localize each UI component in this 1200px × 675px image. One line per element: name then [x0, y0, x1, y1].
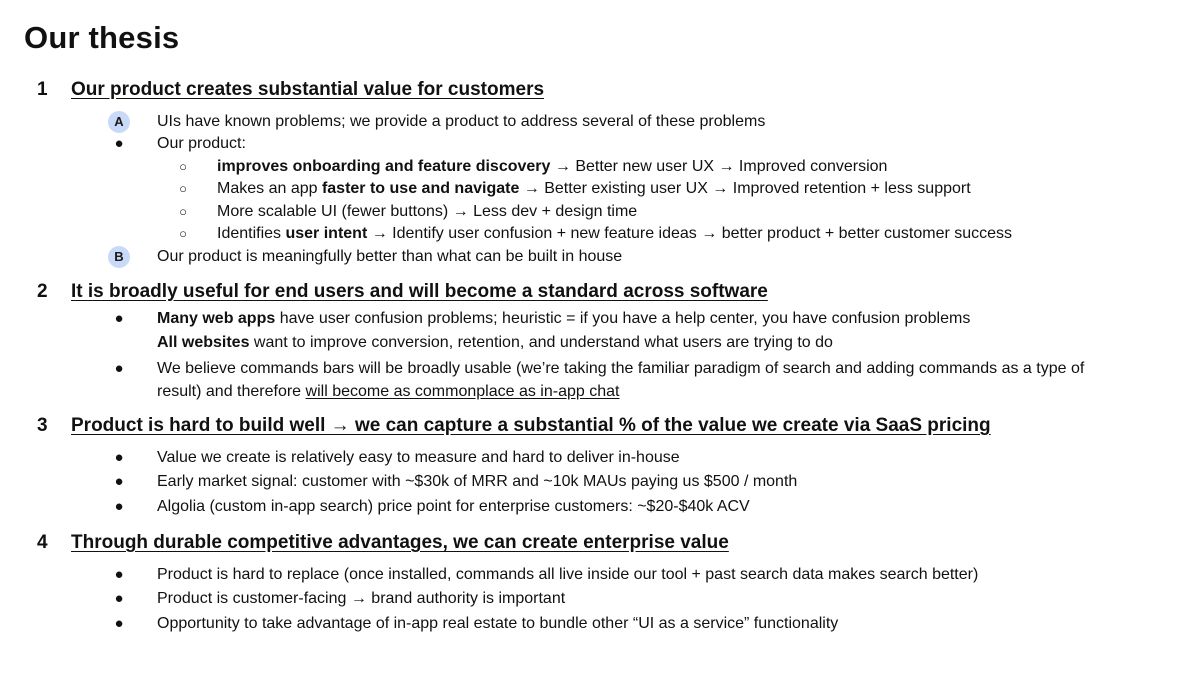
- list-item: [0, 200, 1200, 224]
- bullet-icon: ●: [114, 135, 124, 152]
- item-text: Algolia (custom in-app search) price point for enterprise customers: ~$20-$40k ACV: [157, 498, 750, 515]
- item-pre-text: Makes an app: [217, 180, 322, 197]
- item-pre-text: result) and therefore: [157, 383, 306, 400]
- list-item: [0, 222, 1200, 246]
- list-item: [0, 110, 1200, 134]
- item-rest-text: → Identify user confusion + new feature ideas → better product + better customer success: [367, 225, 1013, 242]
- item-text: Opportunity to take advantage of in-app real estate to bundle other “UI as a service” functionality: [157, 615, 839, 632]
- item-text: Product is customer-facing → brand authority is important: [157, 590, 566, 607]
- letter-badge: B: [108, 246, 130, 268]
- section-1-heading: [0, 75, 1200, 105]
- item-bold-text: All websites: [157, 334, 250, 351]
- sub-bullet-icon: ○: [179, 159, 187, 174]
- section-2-heading: [0, 277, 1200, 307]
- list-item: [0, 612, 1200, 636]
- section-title: Our product creates substantial value for customers: [71, 79, 545, 100]
- item-text: [157, 331, 833, 355]
- bullet-icon: ●: [114, 360, 124, 377]
- item-underlined-text: will become as commonplace as in-app chat: [305, 383, 620, 400]
- list-item: [0, 563, 1200, 587]
- sub-bullet-icon: ○: [179, 181, 187, 196]
- item-pre-text: Identifies: [217, 225, 286, 242]
- list-item: [0, 132, 1200, 156]
- list-item-continuation: [0, 380, 1200, 404]
- section-4-heading: [0, 528, 1200, 558]
- section-number: 2: [37, 281, 48, 302]
- list-item: [0, 587, 1200, 611]
- bullet-icon: ●: [114, 566, 124, 583]
- item-text: [217, 222, 1012, 246]
- page-title: Our thesis: [24, 20, 180, 55]
- section-title: It is broadly useful for end users and will become a standard across software: [71, 281, 768, 302]
- section-number: 4: [37, 532, 48, 553]
- list-item: [0, 245, 1200, 269]
- section-number: 3: [37, 415, 48, 436]
- list-item: [0, 470, 1200, 494]
- item-rest-text: → Better new user UX → Improved conversion: [550, 158, 888, 175]
- list-item: [0, 446, 1200, 470]
- item-rest-text: have user confusion problems; heuristic = if you have a help center, you have confusion problems: [275, 310, 971, 327]
- item-rest-text: want to improve conversion, retention, and understand what users are trying to do: [249, 334, 833, 351]
- list-item: [0, 331, 1200, 355]
- item-text: Our product is meaningfully better than what can be built in house: [157, 248, 623, 265]
- list-item: [0, 357, 1200, 381]
- section-title: Through durable competitive advantages, we can create enterprise value: [71, 532, 729, 553]
- item-bold-text: Many web apps: [157, 310, 276, 327]
- item-text: We believe commands bars will be broadly usable (we’re taking the familiar paradigm of search and adding commands as a type of: [157, 360, 1085, 377]
- section-title: Product is hard to build well → we can capture a substantial % of the value we create via SaaS pricing: [71, 415, 991, 436]
- letter-badge: A: [108, 111, 130, 133]
- item-text: [217, 177, 971, 201]
- item-text: Value we create is relatively easy to measure and hard to deliver in-house: [157, 449, 680, 466]
- item-text: Early market signal: customer with ~$30k of MRR and ~10k MAUs paying us $500 / month: [157, 473, 798, 490]
- bullet-icon: ●: [114, 449, 124, 466]
- bullet-icon: ●: [114, 498, 124, 515]
- sub-bullet-icon: ○: [179, 204, 187, 219]
- bullet-icon: ●: [114, 473, 124, 490]
- item-text: Our product:: [157, 135, 246, 152]
- section-3-heading: [0, 411, 1200, 441]
- bullet-icon: ●: [114, 590, 124, 607]
- item-bold-text: user intent: [285, 225, 368, 242]
- item-text: [157, 380, 619, 404]
- item-bold-text: improves onboarding and feature discovery: [217, 158, 551, 175]
- list-item: [0, 495, 1200, 519]
- sub-bullet-icon: ○: [179, 226, 187, 241]
- section-number: 1: [37, 79, 48, 100]
- item-text: UIs have known problems; we provide a product to address several of these problems: [157, 113, 766, 130]
- item-bold-text: faster to use and navigate: [321, 180, 520, 197]
- item-text: More scalable UI (fewer buttons) → Less dev + design time: [217, 203, 638, 220]
- item-rest-text: → Better existing user UX → Improved retention + less support: [519, 180, 971, 197]
- list-item: [0, 307, 1200, 331]
- item-text: Product is hard to replace (once installed, commands all live inside our tool + past search data makes search better): [157, 566, 979, 583]
- bullet-icon: ●: [114, 615, 124, 632]
- item-text: [217, 155, 887, 179]
- bullet-icon: ●: [114, 310, 124, 327]
- item-text: [157, 307, 970, 331]
- list-item: [0, 155, 1200, 179]
- list-item: [0, 177, 1200, 201]
